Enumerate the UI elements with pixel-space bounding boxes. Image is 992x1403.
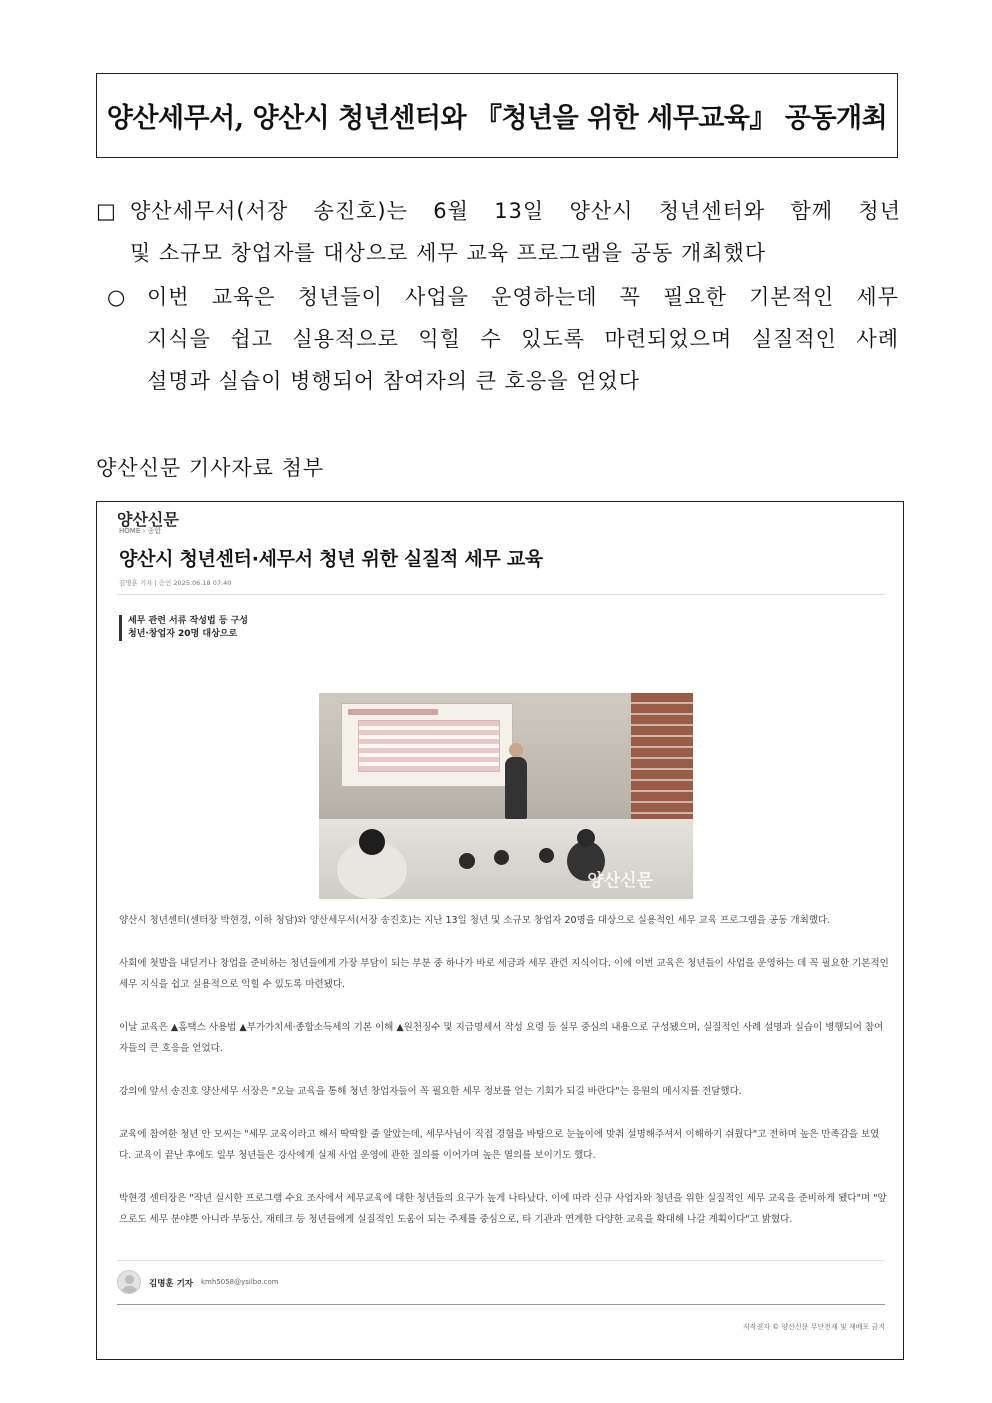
divider bbox=[117, 594, 885, 595]
document-title-box bbox=[96, 73, 898, 158]
article-subtitle-line: 세무 관련 서류 작성법 등 구성 bbox=[128, 616, 248, 626]
paragraph-detail-line: 설명과 실습이 병행되어 참여자의 큰 호응을 얻었다 bbox=[147, 369, 641, 393]
paragraph-detail-line: 지식을 쉽고 실용적으로 익힐 수 있도록 마련되었으며 실질적인 사례 bbox=[147, 327, 899, 351]
article-subtitle bbox=[119, 615, 428, 641]
square-bullet-icon: □ bbox=[96, 199, 117, 223]
document-title: 양산세무서, 양산시 청년센터와 『청년을 위한 세무교육』 공동개최 bbox=[106, 103, 888, 134]
author-name: 김명훈 기자 bbox=[149, 1279, 194, 1289]
article-subtitle-line: 청년·창업자 20명 대상으로 bbox=[128, 629, 238, 639]
circle-bullet-icon: ○ bbox=[107, 285, 127, 309]
article-paragraph: 박현경 센터장은 "작년 실시한 프로그램 수요 조사에서 세무교육에 대한 청년들의 요구가 높게 나타났다. 이에 따라 신규 사업자와 청년을 위한 실질적인 세무 교육을 준비하게 됐다"며 "앞으로도 세무 분야뿐 아니라 부동산, 재테크 등 청년들에게 실질적인 도움이 되는 주제를 중심으로, 타 기관과 연계한 다양한 교육을 확대해 나갈 계획이다"고 밝혔다. bbox=[119, 1193, 887, 1225]
article-photo bbox=[319, 693, 693, 899]
news-article-clipping bbox=[96, 501, 904, 1360]
audience-figures bbox=[319, 829, 629, 899]
author-email: kmh5058@ysilbo.com bbox=[201, 1278, 279, 1286]
projector-screen bbox=[341, 703, 513, 787]
paragraph-detail-line: 이번 교육은 청년들이 사업을 운영하는데 꼭 필요한 기본적인 세무 bbox=[147, 285, 899, 309]
paragraph-detail bbox=[107, 276, 899, 402]
article-paragraph: 교육에 참여한 청년 안 모씨는 "세무 교육이라고 해서 딱딱할 줄 알았는데, 세무사님이 직접 경험을 바탕으로 눈높이에 맞춰 설명해주셔서 이해하기 쉬웠다"고 전하며 높은 만족감을 보였다. 교육이 끝난 후에도 일부 청년들은 강사에게 실제 사업 운영에 관한 질의를 이어가며 높은 열의를 보이기도 했다. bbox=[119, 1129, 880, 1161]
divider bbox=[117, 1304, 885, 1305]
breadcrumb: HOME › 종합 bbox=[119, 527, 162, 535]
paragraph-summary bbox=[96, 190, 901, 274]
article-paragraph: 이날 교육은 ▲홈택스 사용법 ▲부가가치세·종합소득세의 기본 이해 ▲원천징수 및 지급명세서 작성 요령 등 실무 중심의 내용으로 구성됐으며, 실질적인 사례 설명과 실습이 병행되어 참여자들의 큰 호응을 얻었다. bbox=[119, 1022, 884, 1054]
article-headline: 양산시 청년센터·세무서 청년 위한 실질적 세무 교육 bbox=[119, 548, 543, 570]
paragraph-summary-line: 양산세무서(서장 송진호)는 6월 13일 양산시 청년센터와 함께 청년 bbox=[130, 199, 901, 223]
article-paragraph: 양산시 청년센터(센터장 박현경, 이하 청담)와 양산세무서(서장 송진호)는 지난 13일 청년 및 소규모 창업자 20명을 대상으로 실용적인 세무 교육 프로그램을 공동 개최했다. bbox=[119, 915, 831, 926]
copyright-notice: 저작권자 © 양산신문 무단전재 및 재배포 금지 bbox=[742, 1323, 885, 1331]
photo-watermark: 양산신문 bbox=[587, 871, 653, 891]
article-paragraph: 강의에 앞서 송진호 양산세무 서장은 "오늘 교육을 통해 청년 창업자들이 꼭 필요한 세무 정보를 얻는 기회가 되길 바란다"는 응원의 메시지를 전달했다. bbox=[119, 1086, 742, 1097]
article-body bbox=[119, 910, 889, 1252]
article-meta: 김명훈 기자 | 승인 2025.06.18 07:40 bbox=[119, 579, 232, 587]
attachment-label: 양산신문 기사자료 첨부 bbox=[96, 456, 325, 480]
article-paragraph: 사회에 첫발을 내딛거나 창업을 준비하는 청년들에게 가장 부담이 되는 부분 중 하나가 바로 세금과 세무 관련 지식이다. 이에 이번 교육은 청년들이 사업을 운영하는 데 꼭 필요한 기본적인 세무 지식을 쉽고 실용적으로 익힐 수 있도록 마련됐다. bbox=[119, 958, 889, 990]
divider bbox=[117, 1260, 885, 1261]
author-avatar-icon bbox=[117, 1270, 141, 1294]
lecturer-figure bbox=[505, 757, 527, 819]
paragraph-summary-line: 및 소규모 창업자를 대상으로 세무 교육 프로그램을 공동 개최했다 bbox=[130, 241, 767, 265]
newspaper-logo: 양산신문 bbox=[117, 510, 179, 529]
